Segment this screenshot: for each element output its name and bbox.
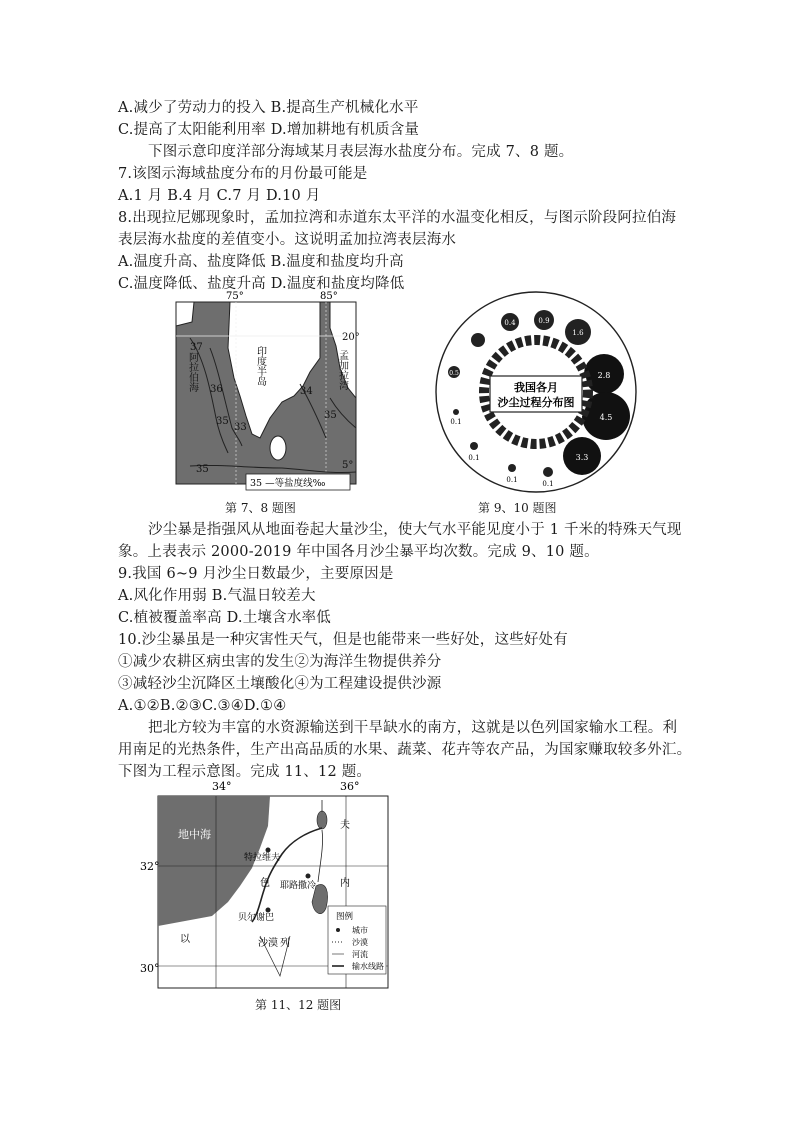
salinity-map	[170, 288, 360, 500]
map1-lon-left: 75°	[226, 291, 244, 302]
map3-legend-item: 输水线路	[352, 962, 384, 971]
chart2-value: 0.1	[506, 476, 518, 484]
map3-region: 内	[340, 878, 350, 889]
map3-city-jerusalem: 耶路撒冷	[280, 881, 317, 891]
bubble-month-9	[470, 442, 478, 450]
q8-options-cd: C.温度降低、盐度升高 D.温度和盐度均降低	[118, 276, 405, 292]
map3-region: 列	[280, 938, 290, 949]
chart2-value: 0.1	[542, 480, 554, 488]
passage-11-12-line2: 用南足的光热条件，生产出高品质的水果、蔬菜、花卉等农产品，为国家赚取较多外汇。	[118, 742, 692, 758]
dust-storm-chart	[428, 290, 648, 500]
map1-legend: 35 —等盐度线‰	[250, 478, 326, 489]
passage-9-10-line2: 象。上表表示 2000-2019 年中国各月沙尘暴平均次数。完成 9、10 题。	[118, 544, 599, 560]
passage-11-12-line1: 把北方较为丰富的水资源输送到干旱缺水的南方，这就是以色列国家输水工程。利	[148, 720, 678, 736]
map3-region: 色	[260, 878, 270, 889]
map3-sea-label: 地中海	[178, 828, 211, 841]
q7-options: A.1 月 B.4 月 C.7 月 D.10 月	[118, 188, 321, 204]
bubble-month-12	[471, 333, 485, 347]
bubble-month-10	[453, 409, 459, 415]
chart2-value: 0.1	[468, 454, 480, 462]
map3-lon-left: 34°	[212, 780, 232, 793]
map1-lat-top: 20°	[342, 332, 360, 343]
map1-isoline-label: 33	[234, 422, 247, 433]
map3-lat-upper: 32°	[140, 860, 160, 873]
passage-11-12-line3: 下图为工程示意图。完成 11、12 题。	[118, 764, 372, 780]
map3-caption: 第 11、12 题图	[255, 998, 342, 1012]
map1-arabian-sea: 阿拉伯海	[186, 352, 198, 392]
map1-land-label: 印度半岛	[254, 346, 266, 386]
map1-isoline-label: 35	[324, 410, 337, 421]
bubble-month-7	[543, 467, 553, 477]
q9-stem: 9.我国 6~9 月沙尘日数最少，主要原因是	[118, 566, 394, 582]
map3-lat-lower: 30°	[140, 962, 160, 975]
q8-options-ab: A.温度升高、盐度降低 B.温度和盐度均升高	[118, 254, 404, 270]
map1-isoline-label: 35	[196, 464, 209, 475]
map3-city-telaviv: 特拉维夫	[244, 853, 281, 863]
map3-legend-item: 沙漠	[352, 938, 368, 947]
map3-legend-item: 城市	[352, 926, 368, 935]
israel-water-map	[140, 776, 400, 998]
chart2-value: 4.5	[599, 413, 613, 422]
chart2-value: 0.1	[450, 418, 462, 426]
map3-region: 以	[180, 934, 190, 945]
map3-lon-right: 36°	[340, 780, 360, 793]
map1-isoline-label: 37	[190, 342, 203, 353]
chart2-title-2: 沙尘过程分布图	[497, 396, 575, 409]
chart2-value: 3.4	[598, 342, 610, 350]
passage-9-10-line1: 沙尘暴是指强风从地面卷起大量沙尘，使大气水平能见度小于 1 千米的特殊天气现	[148, 522, 682, 538]
map3-legend-item: 河流	[352, 950, 368, 959]
q10-line-12: ①减少农耕区病虫害的发生②为海洋生物提供养分	[118, 654, 442, 670]
q10-stem: 10.沙尘暴虽是一种灾害性天气，但是也能带来一些好处，这些好处有	[118, 632, 568, 648]
q9-options-cd: C.植被覆盖率高 D.土壤含水率低	[118, 610, 331, 626]
map3-legend-title: 图例	[336, 912, 354, 922]
intro-7-8: 下图示意印度洋部分海域某月表层海水盐度分布。完成 7、8 题。	[148, 144, 574, 160]
q10-line-34: ③减轻沙尘沉降区土壤酸化④为工程建设提供沙源	[118, 676, 442, 692]
q8-stem-line2: 表层海水盐度的差值变小。这说明孟加拉湾表层海水	[118, 232, 457, 248]
map1-isoline-label: 35	[216, 416, 229, 427]
map1-caption: 第 7、8 题图	[225, 501, 296, 515]
chart2-caption: 第 9、10 题图	[478, 501, 557, 515]
q10-options: A.①②B.②③C.③④D.①④	[118, 698, 287, 714]
chart2-value: 0.5	[449, 370, 459, 377]
bubble-month-8	[508, 464, 516, 472]
map3-region: 沙漠	[258, 938, 278, 949]
q9-options-ab: A.风化作用弱 B.气温日较差大	[118, 588, 316, 604]
map1-isoline-label: 36	[210, 384, 223, 395]
chart2-value: 1.6	[572, 329, 584, 337]
map1-lat-bottom: 5°	[342, 460, 354, 471]
q6-options-ab: A.减少了劳动力的投入 B.提高生产机械化水平	[118, 100, 419, 116]
q6-options-cd: C.提高了太阳能利用率 D.增加耕地有机质含量	[118, 122, 420, 138]
map3-city-beersheba: 贝尔谢巴	[238, 913, 275, 923]
map1-lon-right: 85°	[320, 291, 338, 302]
chart2-title-1: 我国各月	[514, 381, 558, 394]
map1-isoline-label: 34	[300, 386, 313, 397]
map1-bay-of-bengal: 孟加拉湾	[336, 350, 348, 390]
chart2-value: 0.4	[504, 319, 516, 327]
chart2-value: 0.9	[538, 317, 550, 325]
chart2-value: 2.8	[597, 371, 611, 380]
map3-region: 夫	[340, 820, 350, 831]
q7-stem: 7.该图示海域盐度分布的月份最可能是	[118, 166, 368, 182]
q8-stem-line1: 8.出现拉尼娜现象时，孟加拉湾和赤道东太平洋的水温变化相反，与图示阶段阿拉伯海	[118, 210, 677, 226]
chart2-value: 3.3	[575, 453, 589, 462]
